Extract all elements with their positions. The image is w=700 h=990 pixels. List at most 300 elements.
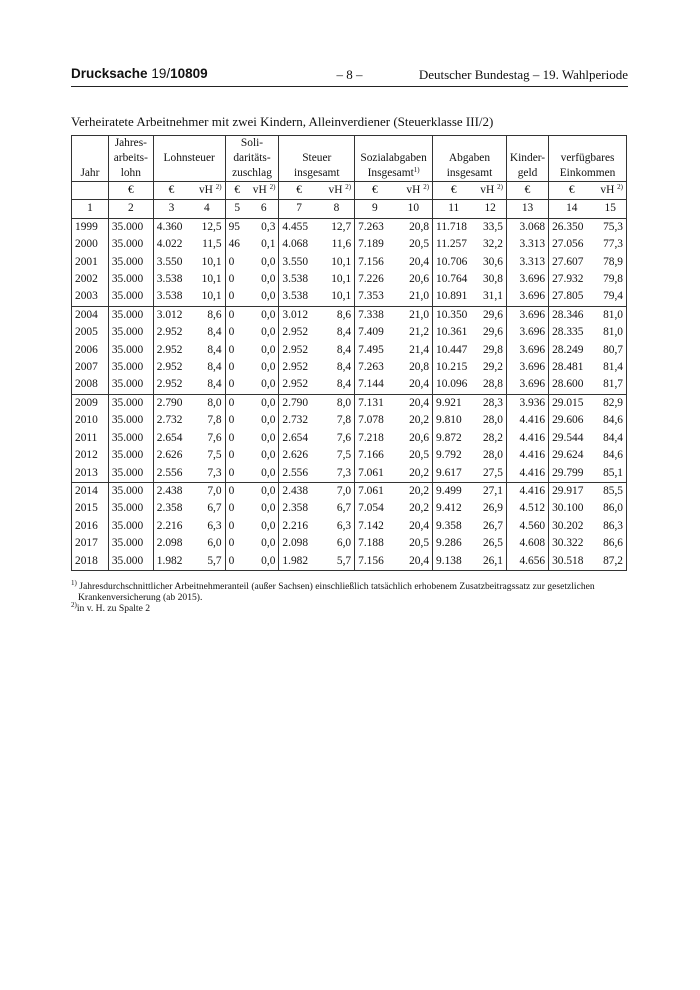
table-cell: 0,1 — [261, 238, 276, 251]
table-cell: 11.718 — [433, 218, 475, 236]
table-cell: 6,7 — [336, 502, 352, 515]
table-cell: 29,8 — [482, 343, 503, 356]
page-number: – 8 – — [336, 67, 363, 82]
table-cell: 3.068 — [506, 218, 548, 236]
table-cell: 4.022 — [153, 236, 189, 253]
table-cell: 0 — [225, 482, 249, 500]
table-cell: 20,2 — [409, 414, 430, 427]
table-cell: 29,6 — [474, 306, 506, 324]
table-cell: 2.952 — [153, 342, 189, 359]
table-cell: 2.098 — [153, 535, 189, 552]
table-cell: 2001 — [75, 255, 98, 268]
table-cell: 0,0 — [249, 394, 279, 412]
table-cell: 2005 — [75, 326, 98, 339]
table-cell: 27,5 — [482, 466, 503, 479]
table-cell: 2.098 — [279, 535, 319, 552]
table-cell: 3.696 — [506, 271, 548, 288]
table-cell: 3.696 — [506, 342, 548, 359]
table-cell: 7.226 — [355, 271, 395, 288]
table-cell: 30.100 — [549, 500, 595, 517]
table-cell: 4.068 — [279, 236, 319, 253]
unit-row: € € vH $^{2)}$ € vH $^{2)}$ € vH $^{2)}$ € vH $^{2)}$ € vH $^{2)}$ € € vH $^{2)}$ — [72, 182, 627, 200]
table-cell: 7.061 — [355, 482, 395, 500]
table-cell: 35.000 — [108, 535, 153, 552]
table-row — [72, 376, 627, 394]
document-number: Drucksache 19/10809 — [71, 66, 208, 81]
table-cell: 8,4 — [207, 343, 222, 356]
table-cell: 29.544 — [549, 430, 595, 447]
footnotes — [71, 581, 627, 614]
table-cell: 35.000 — [108, 447, 153, 464]
table-cell: 2009 — [72, 394, 109, 412]
table-cell: 0 — [225, 553, 249, 571]
table-cell: 20,8 — [409, 220, 430, 233]
table-cell: 2.358 — [279, 500, 319, 517]
table-cell: 7,8 — [207, 414, 222, 427]
table-cell: 26,7 — [482, 519, 503, 532]
table-cell: 7.495 — [355, 342, 395, 359]
table-cell: 2003 — [75, 290, 98, 303]
table-cell: 2.952 — [153, 376, 189, 394]
table-row — [72, 324, 627, 341]
table-cell: 0,0 — [261, 326, 276, 339]
table-row — [72, 465, 627, 483]
table-cell: 0,0 — [261, 361, 276, 374]
table-cell: 35.000 — [108, 324, 153, 341]
table-cell: 21,0 — [395, 306, 433, 324]
table-cell: 7,0 — [189, 482, 225, 500]
table-cell: 2.626 — [153, 447, 189, 464]
table-cell: 0 — [225, 288, 249, 306]
table-cell: 0 — [225, 535, 249, 552]
table-cell: 7.188 — [355, 535, 395, 552]
table-cell: 9.412 — [433, 500, 475, 517]
table-cell: 28.335 — [549, 324, 595, 341]
table-row — [72, 359, 627, 376]
table-cell: 82,9 — [594, 394, 626, 412]
table-cell: 0,0 — [261, 273, 276, 286]
table-cell: 7.353 — [355, 288, 395, 306]
table-cell: 0,0 — [261, 466, 276, 479]
table-cell: 2010 — [75, 414, 98, 427]
table-cell: 0,0 — [261, 502, 276, 515]
table-cell: 2002 — [75, 273, 98, 286]
table-cell: 0,0 — [261, 290, 276, 303]
table-cell: 81,0 — [594, 306, 626, 324]
table-cell: 84,6 — [603, 414, 623, 427]
table-cell: 2.438 — [153, 482, 189, 500]
table-cell: 5,7 — [336, 554, 352, 567]
table-cell: 7.156 — [355, 553, 395, 571]
col-lohnsteuer: Lohnsteuer — [153, 151, 225, 166]
table-cell: 8,4 — [207, 326, 222, 339]
table-cell: 2014 — [72, 482, 109, 500]
table-cell: 28.600 — [549, 376, 595, 394]
table-cell: 7.189 — [355, 236, 395, 253]
table-cell: 2.216 — [153, 518, 189, 535]
table-cell: 28,3 — [474, 394, 506, 412]
table-cell: 0,0 — [249, 306, 279, 324]
table-cell: 78,9 — [603, 255, 623, 268]
table-cell: 81,4 — [603, 361, 623, 374]
table-row — [72, 236, 627, 253]
table-cell: 4.416 — [506, 430, 548, 447]
table-cell: 0 — [225, 430, 249, 447]
table-cell: 10.447 — [433, 342, 475, 359]
table-cell: 8,6 — [319, 306, 355, 324]
table-cell: 3.012 — [279, 306, 319, 324]
table-row — [72, 394, 627, 412]
table-cell: 10,1 — [331, 255, 352, 268]
table-cell: 12,7 — [331, 220, 352, 233]
table-cell: 8,4 — [207, 378, 222, 391]
table-cell: 29.015 — [549, 394, 595, 412]
table-cell: 30.518 — [549, 553, 595, 571]
table-cell: 0,0 — [261, 414, 276, 427]
table-cell: 7,6 — [336, 431, 352, 444]
table-row — [72, 447, 627, 464]
table-cell: 7,8 — [336, 414, 352, 427]
table-cell: 28,0 — [482, 414, 503, 427]
table-cell: 0,0 — [261, 343, 276, 356]
table-row — [72, 518, 627, 535]
table-cell: 0,0 — [261, 519, 276, 532]
table-cell: 7,3 — [336, 466, 352, 479]
table-row — [72, 535, 627, 552]
table-cell: 35.000 — [108, 553, 153, 571]
table-head: Jahres- Soli- arbeits- Lohnsteuer daritäts- Steuer Sozialabgaben Abgaben Kinder- verfügbares Jahr lohn zuschlag insgesamt Insgesamt$^{1)}$ insgesamt geld Einkommen € € vH $^{2)}$ € vH $^{2)}$ € vH $^{2)}$ € vH $^{2)}$ € vH $^{2)}$ € € vH $^{2)}$ 1 2 3 4 5 6 7 8 9 10 11 12 13 14 15 — [72, 136, 627, 219]
table-cell: 0 — [225, 376, 249, 394]
institution-label: Deutscher Bundestag – 19. Wahlperiode — [418, 67, 628, 82]
table-cell: 4.560 — [506, 518, 548, 535]
table-cell: 80,7 — [603, 343, 623, 356]
table-cell: 2.952 — [279, 342, 319, 359]
table-cell: 26.350 — [549, 218, 595, 236]
table-cell: 20,4 — [409, 378, 430, 391]
table-row — [72, 218, 627, 236]
table-cell: 0,0 — [261, 431, 276, 444]
table-row — [72, 306, 627, 324]
table-cell: 35.000 — [108, 218, 153, 236]
table-cell: 2.952 — [153, 324, 189, 341]
table-cell: 10.215 — [433, 359, 475, 376]
table-cell: 8,0 — [189, 394, 225, 412]
table-cell: 0 — [225, 359, 249, 376]
table-cell: 2016 — [75, 519, 98, 532]
table-cell: 20,8 — [409, 361, 430, 374]
table-cell: 20,5 — [409, 537, 430, 550]
table-row — [72, 412, 627, 429]
table-cell: 87,2 — [603, 554, 623, 567]
table-cell: 20,4 — [395, 394, 433, 412]
table-cell: 2.790 — [279, 394, 319, 412]
table-cell: 35.000 — [108, 359, 153, 376]
table-cell: 0 — [225, 500, 249, 517]
table-cell: 2013 — [75, 466, 98, 479]
table-cell: 35.000 — [108, 342, 153, 359]
table-cell: 10,1 — [331, 273, 352, 286]
table-cell: 27.805 — [549, 288, 595, 306]
table-cell: 7,6 — [207, 431, 222, 444]
table-cell: 8,0 — [319, 394, 355, 412]
table-cell: 0,0 — [261, 378, 276, 391]
table-cell: 28.346 — [549, 306, 595, 324]
table-cell: 2006 — [75, 343, 98, 356]
table-cell: 95 — [225, 218, 249, 236]
table-cell: 9.286 — [433, 535, 475, 552]
table-cell: 77,3 — [603, 238, 623, 251]
table-row — [72, 254, 627, 271]
table-cell: 46 — [225, 236, 249, 253]
table-cell: 11,5 — [202, 238, 222, 251]
income-table — [71, 135, 627, 571]
table-cell: 10,1 — [201, 273, 222, 286]
table-row — [72, 430, 627, 447]
table-cell: 2.626 — [279, 447, 319, 464]
table-cell: 3.538 — [153, 271, 189, 288]
table-cell: 20,2 — [409, 502, 430, 515]
table-cell: 3.550 — [153, 254, 189, 271]
table-cell: 20,5 — [409, 238, 430, 251]
table-cell: 0 — [225, 412, 249, 429]
table-cell: 35.000 — [108, 394, 153, 412]
table-cell: 86,3 — [603, 519, 623, 532]
table-cell: 35.000 — [108, 412, 153, 429]
table-cell: 35.000 — [108, 518, 153, 535]
table-cell: 2.358 — [153, 500, 189, 517]
table-cell: 2.732 — [279, 412, 319, 429]
table-cell: 1999 — [75, 220, 98, 233]
table-cell: 4.416 — [506, 447, 548, 464]
table-row — [72, 271, 627, 288]
footnote-2: $^{2)}$in v. H. zu Spalte 2 — [71, 601, 151, 614]
table-cell: 20,2 — [395, 482, 433, 500]
table-cell: 29.799 — [549, 465, 595, 483]
table-cell: 20,6 — [409, 273, 430, 286]
table-row — [72, 553, 627, 571]
table-cell: 0,3 — [261, 220, 276, 233]
table-cell: 4.512 — [506, 500, 548, 517]
table-cell: 3.696 — [506, 306, 548, 324]
table-cell: 81,0 — [603, 326, 623, 339]
table-cell: 0 — [225, 271, 249, 288]
table-cell: 9.358 — [433, 518, 475, 535]
table-cell: 30.202 — [549, 518, 595, 535]
table-cell: 7.409 — [355, 324, 395, 341]
table-cell: 81,7 — [603, 378, 623, 391]
table-cell: 27,1 — [474, 482, 506, 500]
table-cell: 28,8 — [482, 378, 503, 391]
table-cell: 2012 — [75, 449, 98, 462]
col-jahr: Jahr — [80, 167, 100, 179]
table-cell: 3.696 — [506, 324, 548, 341]
table-cell: 35.000 — [108, 254, 153, 271]
table-cell: 1.982 — [153, 553, 189, 571]
table-cell: 31,1 — [482, 290, 503, 303]
table-cell: 8,4 — [336, 378, 352, 391]
table-cell: 7.338 — [355, 306, 395, 324]
table-cell: 2015 — [75, 502, 98, 515]
table-row — [72, 288, 627, 306]
table-cell: 2018 — [75, 554, 98, 567]
table-cell: 8,4 — [336, 343, 352, 356]
table-cell: 29.606 — [549, 412, 595, 429]
table-cell: 20,6 — [409, 431, 430, 444]
table-cell: 2.952 — [153, 359, 189, 376]
table-cell: 6,3 — [207, 519, 222, 532]
table-caption: Verheiratete Arbeitnehmer mit zwei Kindern, Alleinverdiener (Steuerklasse III/2) — [71, 114, 494, 129]
table-cell: 3.696 — [506, 376, 548, 394]
table-cell: 7,0 — [319, 482, 355, 500]
table-cell: 30,6 — [482, 255, 503, 268]
table-cell: 86,6 — [603, 537, 623, 550]
table-cell: 7,5 — [336, 449, 352, 462]
table-cell: 0 — [225, 324, 249, 341]
table-cell: 35.000 — [108, 288, 153, 306]
table-cell: 9.138 — [433, 553, 475, 571]
table-cell: 8,4 — [336, 326, 352, 339]
table-cell: 28,2 — [482, 431, 503, 444]
table-cell: 4.416 — [506, 482, 548, 500]
table-cell: 35.000 — [108, 482, 153, 500]
page-header — [71, 66, 628, 87]
table-cell: 12,5 — [201, 220, 222, 233]
table-cell: 26,5 — [482, 537, 503, 550]
table-cell: 7.263 — [355, 218, 395, 236]
table-cell: 10,1 — [201, 255, 222, 268]
table-cell: 29.624 — [549, 447, 595, 464]
table-cell: 6,7 — [207, 502, 222, 515]
table-row — [72, 342, 627, 359]
table-cell: 3.012 — [153, 306, 189, 324]
table-cell: 7.263 — [355, 359, 395, 376]
table-cell: 79,8 — [603, 273, 623, 286]
table-cell: 4.360 — [153, 218, 189, 236]
table-cell: 35.000 — [108, 306, 153, 324]
table-cell: 0 — [225, 306, 249, 324]
table-cell: 7.054 — [355, 500, 395, 517]
table-cell: 4.608 — [506, 535, 548, 552]
table-cell: 2.952 — [279, 376, 319, 394]
table-cell: 8,4 — [207, 361, 222, 374]
table-cell: 29.917 — [549, 482, 595, 500]
table-cell: 3.696 — [506, 359, 548, 376]
table-cell: 85,5 — [594, 482, 626, 500]
table-cell: 7,3 — [207, 466, 222, 479]
table-cell: 7.131 — [355, 394, 395, 412]
table-cell: 1.982 — [279, 553, 319, 571]
table-cell: 3.538 — [279, 288, 319, 306]
table-cell: 10.764 — [433, 271, 475, 288]
table-cell: 35.000 — [108, 271, 153, 288]
table-cell: 27.607 — [549, 254, 595, 271]
table-cell: 0,0 — [261, 255, 276, 268]
table-cell: 2008 — [75, 378, 98, 391]
table-cell: 9.499 — [433, 482, 475, 500]
table-cell: 0,0 — [261, 449, 276, 462]
table-cell: 9.921 — [433, 394, 475, 412]
table-cell: 3.696 — [506, 288, 548, 306]
table-cell: 2.216 — [279, 518, 319, 535]
table-cell: 0 — [225, 465, 249, 483]
table-cell: 0 — [225, 518, 249, 535]
table-cell: 7.078 — [355, 412, 395, 429]
table-cell: 11,6 — [331, 238, 352, 251]
table-cell: 10.361 — [433, 324, 475, 341]
table-cell: 35.000 — [108, 465, 153, 483]
table-cell: 2.732 — [153, 412, 189, 429]
table-cell: 10.350 — [433, 306, 475, 324]
table-cell: 4.416 — [506, 412, 548, 429]
table-cell: 26,9 — [482, 502, 503, 515]
table-cell: 33,5 — [482, 220, 503, 233]
table-cell: 9.810 — [433, 412, 475, 429]
table-cell: 3.936 — [506, 394, 548, 412]
table-cell: 9.792 — [433, 447, 475, 464]
table-cell: 30.322 — [549, 535, 595, 552]
table-cell: 0 — [225, 447, 249, 464]
table-cell: 7.061 — [355, 465, 395, 483]
table-cell: 75,3 — [603, 220, 623, 233]
table-cell: 2000 — [75, 238, 98, 251]
table-cell: 10,1 — [201, 290, 222, 303]
table-cell: 2.952 — [279, 324, 319, 341]
table-cell: 27.932 — [549, 271, 595, 288]
table-row — [72, 500, 627, 517]
table-cell: 0,0 — [261, 537, 276, 550]
table-cell: 3.538 — [153, 288, 189, 306]
table-cell: 35.000 — [108, 376, 153, 394]
table-cell: 21,2 — [409, 326, 430, 339]
table-cell: 20,4 — [409, 554, 430, 567]
table-cell: 7.156 — [355, 254, 395, 271]
table-cell: 20,5 — [409, 449, 430, 462]
table-cell: 3.313 — [506, 254, 548, 271]
table-cell: 32,2 — [482, 238, 503, 251]
table-cell: 86,0 — [603, 502, 623, 515]
table-cell: 84,4 — [603, 431, 623, 444]
table-cell: 21,0 — [409, 290, 430, 303]
table-cell: 2.790 — [153, 394, 189, 412]
table-cell: 6,0 — [207, 537, 222, 550]
table-cell: 2.556 — [279, 465, 319, 483]
footnote-1-continuation: Krankenversicherung (ab 2015). — [78, 592, 203, 603]
table-cell: 7,5 — [207, 449, 222, 462]
table-cell: 20,2 — [409, 466, 430, 479]
table-cell: 26,1 — [482, 554, 503, 567]
table-cell: 35.000 — [108, 500, 153, 517]
table-cell: 6,0 — [336, 537, 352, 550]
table-cell: 0,0 — [249, 482, 279, 500]
table-cell: 2007 — [75, 361, 98, 374]
table-cell: 10.891 — [433, 288, 475, 306]
table-body — [72, 218, 627, 570]
table-cell: 20,4 — [409, 519, 430, 532]
table-cell: 10,1 — [331, 290, 352, 303]
table-cell: 3.538 — [279, 271, 319, 288]
table-cell: 3.313 — [506, 236, 548, 253]
table-cell: 29,6 — [482, 326, 503, 339]
table-cell: 7.166 — [355, 447, 395, 464]
table-cell: 2.654 — [153, 430, 189, 447]
table-cell: 28.249 — [549, 342, 595, 359]
table-cell: 79,4 — [603, 290, 623, 303]
table-cell: 4.656 — [506, 553, 548, 571]
table-cell: 7.218 — [355, 430, 395, 447]
table-cell: 2.438 — [279, 482, 319, 500]
table-cell: 2.556 — [153, 465, 189, 483]
table-cell: 29,2 — [482, 361, 503, 374]
